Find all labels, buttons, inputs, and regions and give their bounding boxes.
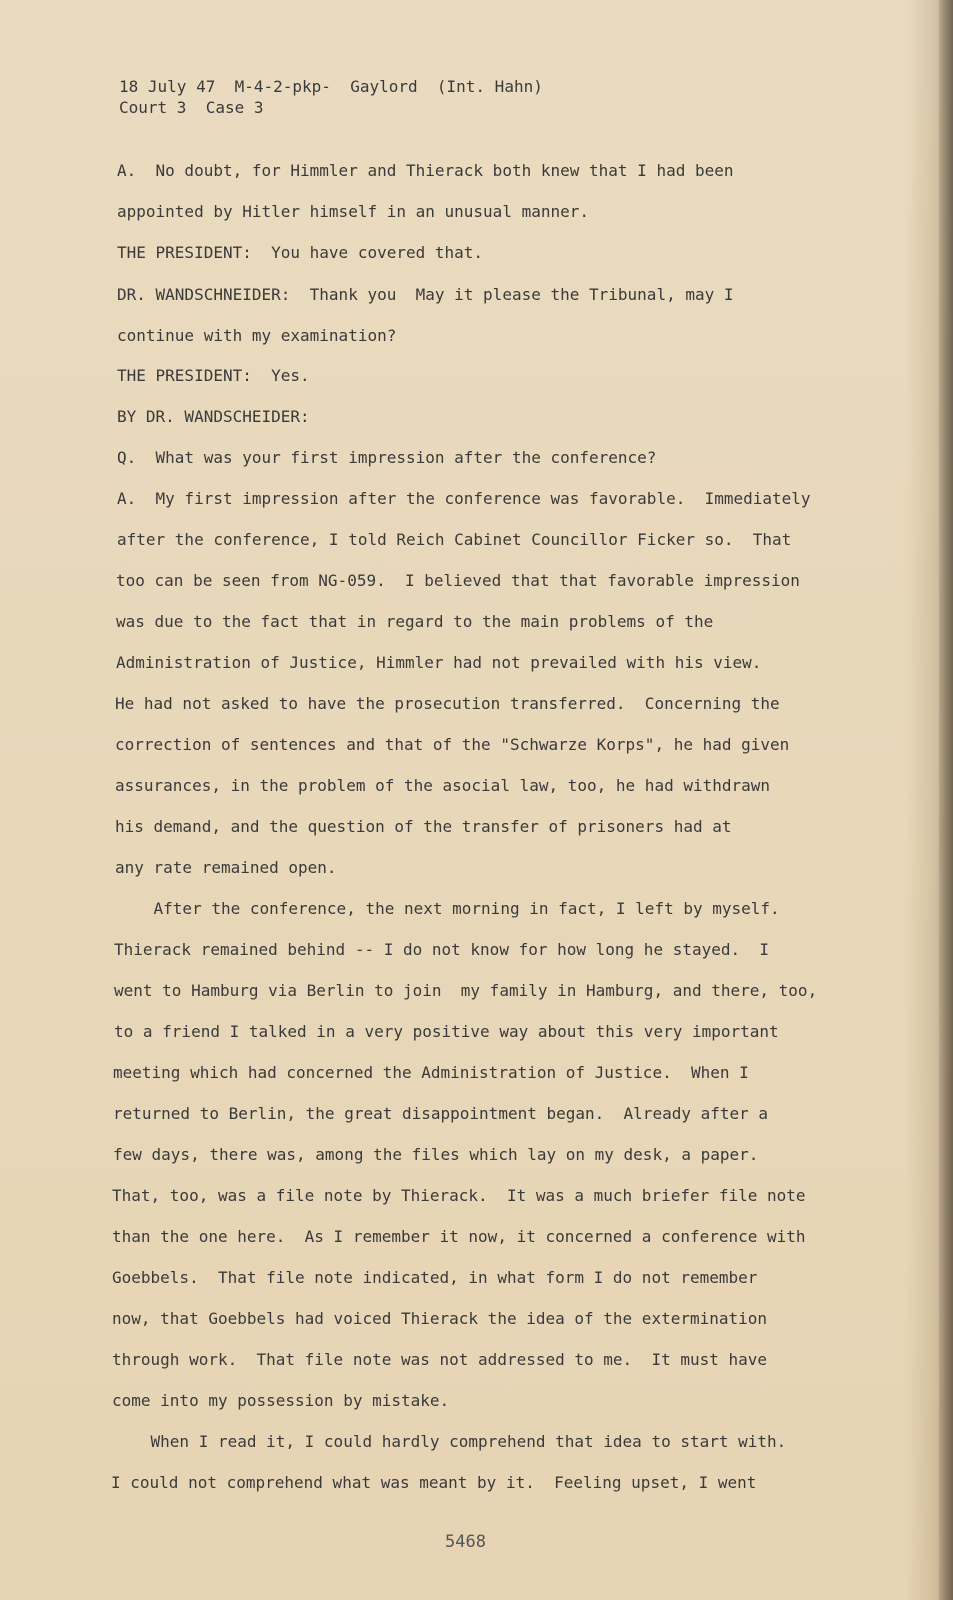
text-line: After the conference, the next morning in fact, I left by myself.	[115, 899, 780, 918]
text-line: meeting which had concerned the Administration of Justice. When I	[113, 1063, 749, 1082]
text-line: Thierack remained behind -- I do not know for how long he stayed. I	[114, 940, 770, 959]
text-line: correction of sentences and that of the "Schwarze Korps", he had given	[115, 735, 790, 754]
text-line: continue with my examination?	[117, 326, 397, 345]
header-line-1: 18 July 47 M-4-2-pkp- Gaylord (Int. Hahn)	[119, 77, 543, 96]
text-line: A. My first impression after the conference was favorable. Immediately	[117, 489, 811, 508]
text-line: to a friend I talked in a very positive way about this very important	[114, 1022, 779, 1041]
text-line: THE PRESIDENT: You have covered that.	[117, 243, 484, 262]
text-line: any rate remained open.	[115, 858, 337, 877]
text-line: come into my possession by mistake.	[112, 1391, 450, 1410]
text-line: That, too, was a file note by Thierack. It was a much briefer file note	[112, 1186, 806, 1205]
text-line: Goebbels. That file note indicated, in what form I do not remember	[112, 1268, 758, 1287]
text-line: was due to the fact that in regard to the main problems of the	[116, 612, 714, 631]
text-line: I could not comprehend what was meant by it. Feeling upset, I went	[111, 1473, 757, 1492]
text-line: THE PRESIDENT: Yes.	[117, 366, 310, 385]
text-line: He had not asked to have the prosecution transferred. Concerning the	[115, 694, 780, 713]
text-line: When I read it, I could hardly comprehend that idea to start with.	[112, 1432, 787, 1451]
text-line: than the one here. As I remember it now, it concerned a conference with	[112, 1227, 806, 1246]
text-line: his demand, and the question of the transfer of prisoners had at	[115, 817, 732, 836]
text-line: appointed by Hitler himself in an unusual manner.	[117, 202, 590, 221]
text-line: through work. That file note was not addressed to me. It must have	[112, 1350, 768, 1369]
text-line: Administration of Justice, Himmler had not prevailed with his view.	[116, 653, 762, 672]
document-header	[119, 76, 543, 118]
text-line: went to Hamburg via Berlin to join my family in Hamburg, and there, too,	[114, 981, 818, 1000]
text-line: assurances, in the problem of the asocial law, too, he had withdrawn	[115, 776, 771, 795]
text-line: BY DR. WANDSCHEIDER:	[117, 407, 310, 426]
header-line-2: Court 3 Case 3	[119, 98, 264, 117]
text-line: A. No doubt, for Himmler and Thierack both knew that I had been	[117, 161, 734, 180]
text-line: Q. What was your first impression after the conference?	[117, 448, 657, 467]
text-line: now, that Goebbels had voiced Thierack the idea of the extermination	[112, 1309, 768, 1328]
text-line: DR. WANDSCHNEIDER: Thank you May it please the Tribunal, may I	[117, 285, 734, 304]
text-line: few days, there was, among the files which lay on my desk, a paper.	[113, 1145, 759, 1164]
page-edge-shadow	[939, 0, 953, 1600]
text-line: after the conference, I told Reich Cabinet Councillor Ficker so. That	[117, 530, 792, 549]
text-line: too can be seen from NG-059. I believed that that favorable impression	[116, 571, 800, 590]
text-line: returned to Berlin, the great disappointment began. Already after a	[113, 1104, 769, 1123]
page-number: 5468	[445, 1532, 486, 1552]
